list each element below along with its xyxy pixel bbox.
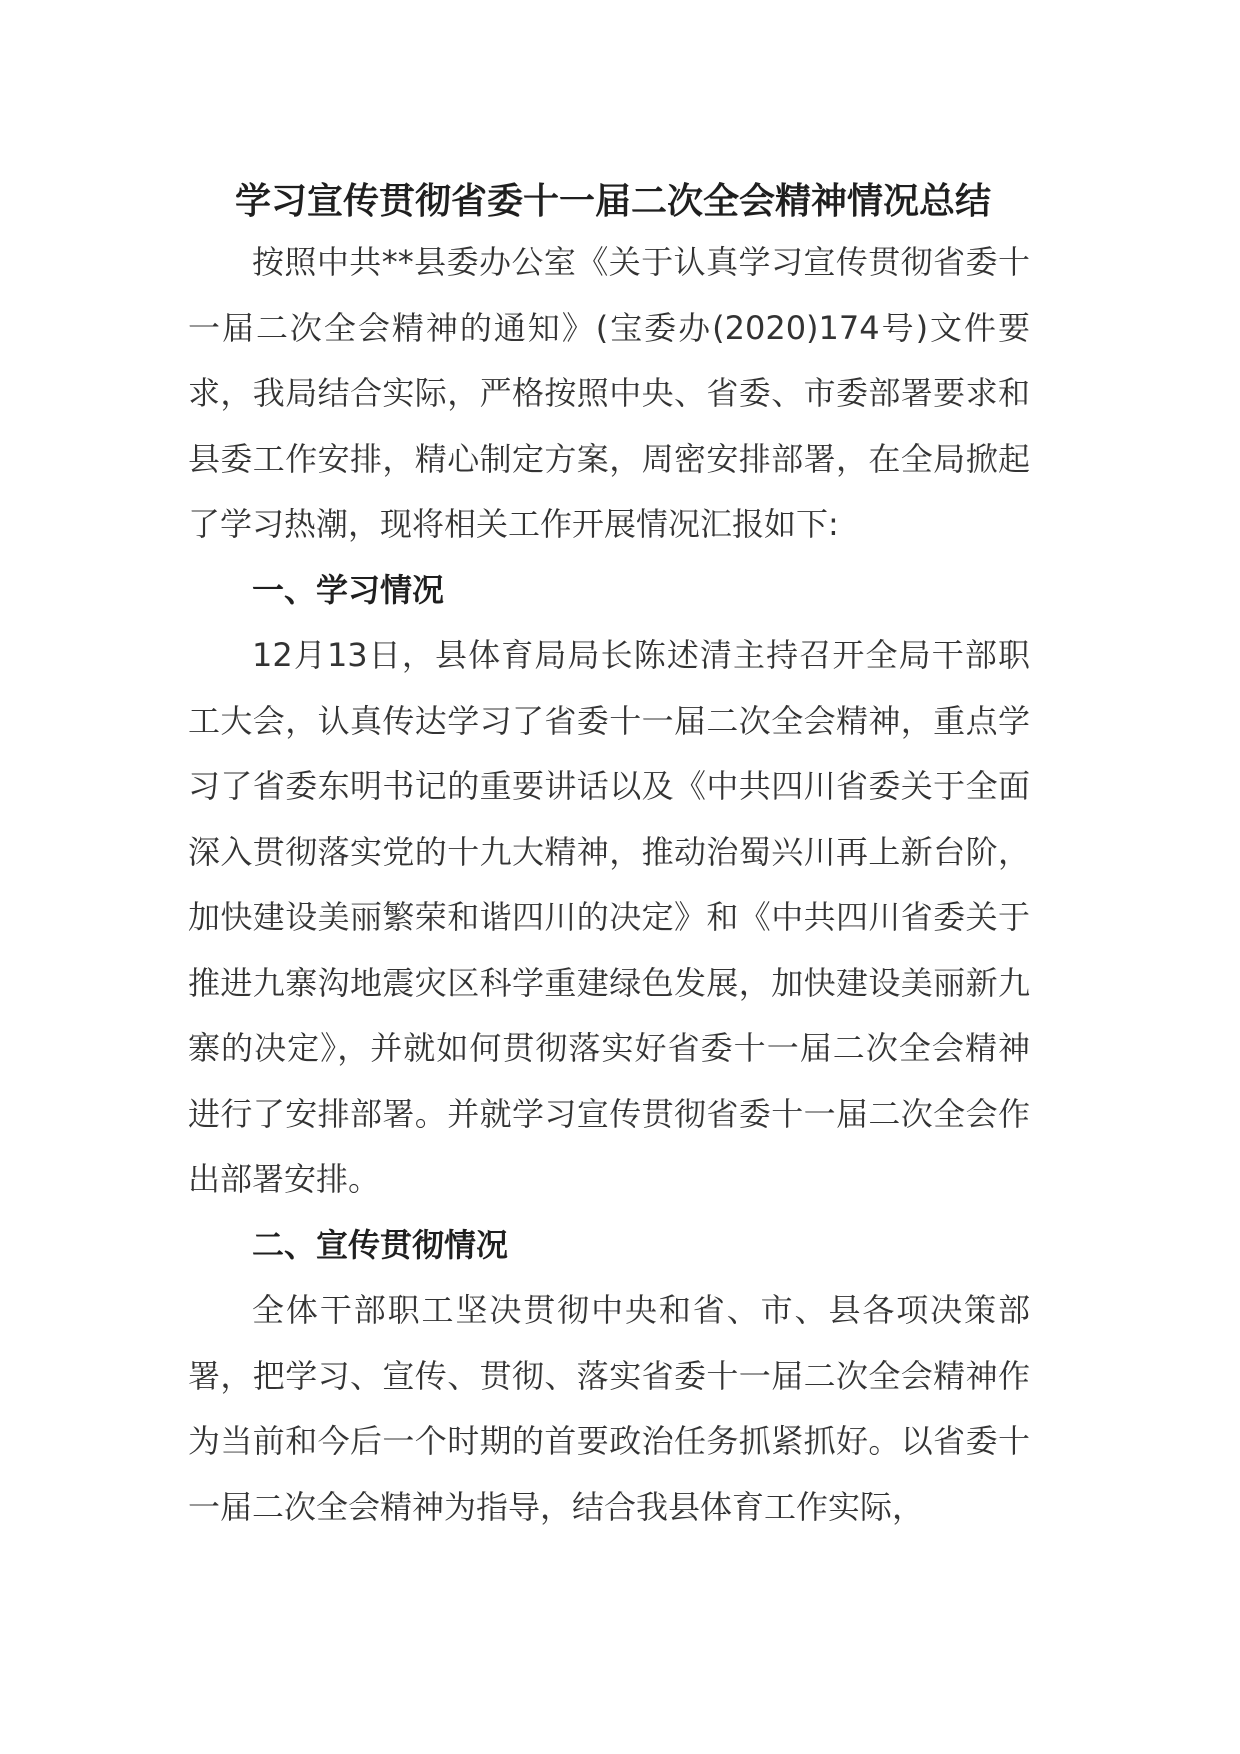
section-heading-study: 一、学习情况 — [252, 570, 445, 609]
intro-paragraph: 按照中共**县委办公室《关于认真学习宣传贯彻省委十一届二次全会精神的通知》(宝委办(2020)174号)文件要求，我局结合实际，严格按照中央、省委、市委部署要求和县委工作安排，精心制定方案，周密安排部署，在全局掀起了学习热潮，现将相关工作开展情况汇报如下: — [188, 243, 1030, 543]
document-body — [188, 174, 1030, 1540]
document-title: 学习宣传贯彻省委十一届二次全会精神情况总结 — [234, 181, 991, 222]
section-heading-publicity: 二、宣传贯彻情况 — [252, 1225, 509, 1264]
section-body-study: 12月13日，县体育局局长陈述清主持召开全局干部职工大会，认真传达学习了省委十一届二次全会精神，重点学习了省委东明书记的重要讲话以及《中共四川省委关于全面深入贯彻落实党的十九大精神，推动治蜀兴川再上新台阶，加快建设美丽繁荣和谐四川的决定》和《中共四川省委关于推进九寨沟地震灾区科学重建绿色发展，加快建设美丽新九寨的决定》，并就如何贯彻落实好省委十一届二次全会精神进行了安排部署。并就学习宣传贯彻省委十一届二次全会作出部署安排。 — [188, 636, 1030, 1198]
section-body-publicity: 全体干部职工坚决贯彻中央和省、市、县各项决策部署，把学习、宣传、贯彻、落实省委十一届二次全会精神作为当前和今后一个时期的首要政治任务抓紧抓好。以省委十一届二次全会精神为指导，结合我县体育工作实际， — [188, 1291, 1030, 1526]
